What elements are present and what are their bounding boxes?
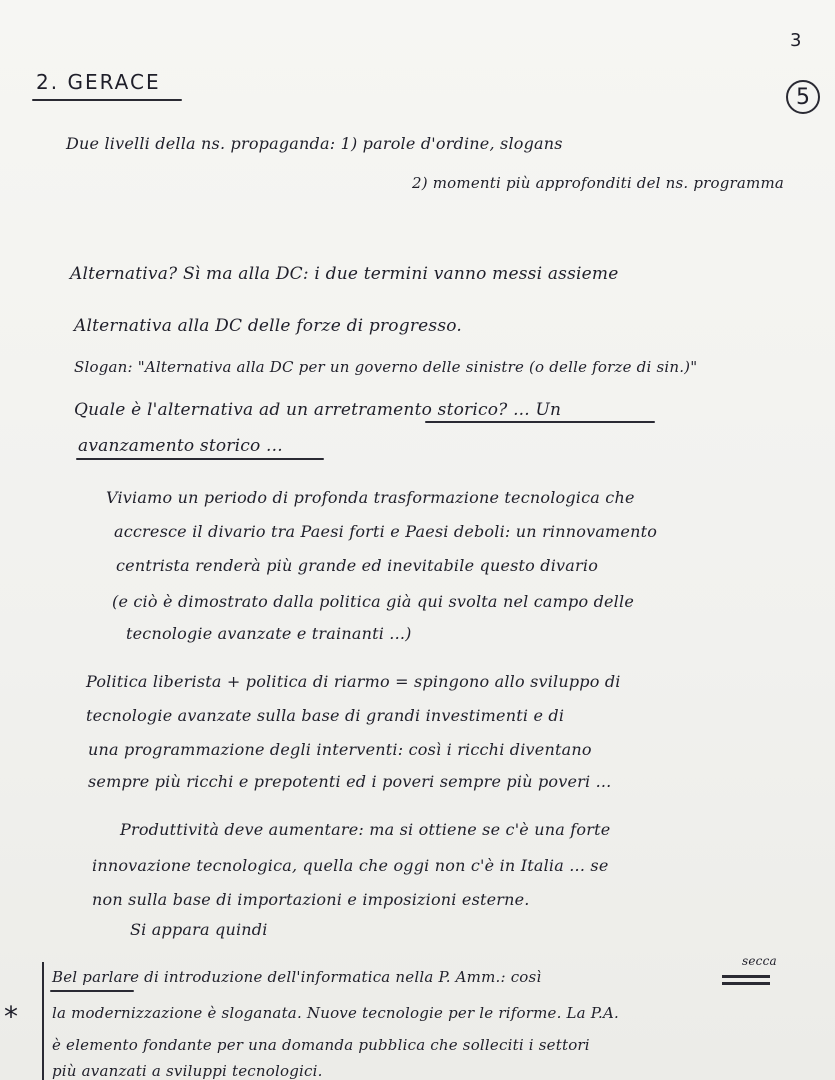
margin-asterisk: * [4, 1000, 18, 1033]
text-line-11: (e ciò è dimostrato dalla politica già qui svolta nel campo delle [112, 592, 634, 611]
text-line-24: più avanzati a sviluppi tecnologici. [52, 1062, 323, 1080]
text-line-8: Viviamo un periodo di profonda trasformazione tecnologica che [106, 488, 635, 507]
text-line-23: è elemento fondante per una domanda pubblica che solleciti i settori [52, 1036, 590, 1054]
text-line-20: Si appara quindi [130, 920, 268, 939]
strikethrough-mark [722, 975, 770, 978]
circled-number-text: 5 [796, 84, 810, 110]
text-line-13: Politica liberista + politica di riarmo = spingono allo sviluppo di [86, 672, 621, 691]
underline-arretramento [425, 421, 655, 423]
strikethrough-mark-2 [722, 982, 770, 985]
text-line-2: 2) momenti più approfonditi del ns. programma [412, 174, 785, 192]
text-line-6: Quale è l'alternativa ad un arretramento storico? ... Un [74, 400, 562, 420]
text-line-4: Alternativa alla DC delle forze di progresso. [74, 316, 462, 336]
text-line-16: sempre più ricchi e prepotenti ed i poveri sempre più poveri ... [88, 772, 612, 791]
page-number: 3 [790, 30, 802, 51]
text-line-7: avanzamento storico ... [78, 436, 283, 456]
text-line-1: Due livelli della ns. propaganda: 1) parole d'ordine, slogans [66, 134, 563, 153]
title-underline [32, 99, 182, 101]
underline-avanzamento [76, 458, 324, 460]
section-title: 2. GERACE [36, 70, 161, 94]
circled-number [786, 80, 820, 114]
text-line-17: Produttività deve aumentare: ma si ottiene se c'è una forte [120, 820, 611, 839]
text-line-22: la modernizzazione è sloganata. Nuove tecnologie per le riforme. La P.A. [52, 1004, 619, 1022]
text-line-14: tecnologie avanzate sulla base di grandi investimenti e di [86, 706, 565, 725]
text-line-5: Slogan: "Alternativa alla DC per un governo delle sinistre (o delle forze di sin.)" [74, 358, 698, 376]
inserted-word: secca [742, 954, 777, 968]
text-line-19: non sulla base di importazioni e imposizioni esterne. [92, 890, 530, 909]
underline-bel-parlare [50, 990, 134, 992]
text-line-15: una programmazione degli interventi: così i ricchi diventano [88, 740, 592, 759]
text-line-12: tecnologie avanzate e trainanti ...) [126, 624, 412, 643]
text-line-3: Alternativa? Sì ma alla DC: i due termini vanno messi assieme [70, 264, 619, 284]
text-line-10: centrista renderà più grande ed inevitabile questo divario [116, 556, 599, 575]
text-line-9: accresce il divario tra Paesi forti e Paesi deboli: un rinnovamento [114, 522, 658, 541]
text-line-18: innovazione tecnologica, quella che oggi non c'è in Italia ... se [92, 856, 609, 875]
text-line-21: Bel parlare di introduzione dell'informatica nella P. Amm.: così [52, 968, 542, 986]
